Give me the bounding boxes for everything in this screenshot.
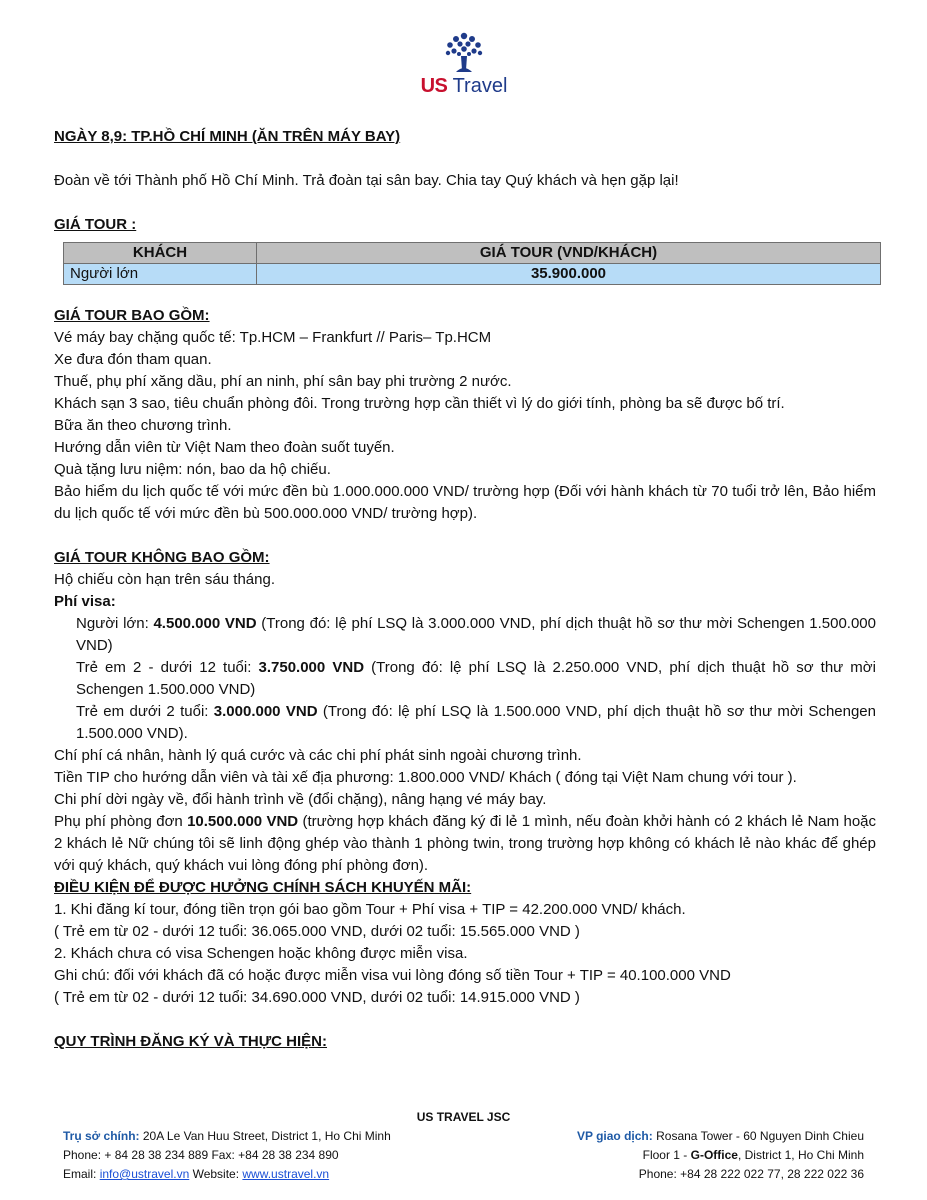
visa-amount: 4.500.000 VND [153, 615, 257, 632]
list-item: Tiền TIP cho hướng dẫn viên và tài xế địa phương: 1.800.000 VND/ Khách ( đóng tại Việt Nam chung với tour ). [54, 769, 797, 786]
website-link[interactable]: www.ustravel.vn [242, 1167, 330, 1181]
promo-line: ( Trẻ em từ 02 - dưới 12 tuổi: 34.690.000 VND, dưới 02 tuổi: 14.915.000 VND ) [54, 989, 580, 1006]
hq-phone-fax: Phone: + 84 28 38 234 889 Fax: +84 28 38 234 890 [63, 1148, 339, 1162]
promo-line: ( Trẻ em từ 02 - dưới 12 tuổi: 36.065.000 VND, dưới 02 tuổi: 15.565.000 VND ) [54, 923, 580, 940]
promo-line: 1. Khi đăng kí tour, đóng tiền trọn gói bao gồm Tour + Phí visa + TIP = 42.200.000 VND/ khách. [54, 901, 686, 918]
price-heading: GIÁ TOUR : [54, 216, 137, 233]
list-item: Quà tặng lưu niệm: nón, bao da hộ chiếu. [54, 461, 331, 478]
price-table [63, 242, 881, 285]
footer-headquarters: Trụ sở chính: 20A Le Van Huu Street, District 1, Ho Chi Minh Phone: + 84 28 38 234 889 Fax: +84 28 38 234 890 Email: info@ustravel.vn Website: www.ustravel.vn [63, 1129, 391, 1181]
us-travel-logo [412, 30, 516, 102]
price-cell: 35.900.000 [257, 264, 881, 285]
list-item: Xe đưa đón tham quan. [54, 351, 212, 368]
hq-address: 20A Le Van Huu Street, District 1, Ho Chi Minh [139, 1129, 391, 1143]
office-label: VP giao dịch: [576, 1129, 653, 1143]
list-item: Chi phí dời ngày về, đổi hành trình về (đổi chặng), nâng hạng vé máy bay. [54, 791, 547, 808]
visa-item-infant [54, 701, 876, 745]
list-item: Thuế, phụ phí xăng dầu, phí an ninh, phí sân bay phi trường 2 nước. [54, 373, 512, 390]
promo-line: 2. Khách chưa có visa Schengen hoặc không được miễn visa. [54, 945, 468, 962]
list-item: Vé máy bay chặng quốc tế: Tp.HCM – Frankfurt // Paris– Tp.HCM [54, 329, 492, 346]
visa-item-adult [54, 613, 876, 657]
visa-amount: 3.750.000 VND [258, 659, 365, 676]
office-address: Rosana Tower - 60 Nguyen Dinh Chieu [652, 1129, 864, 1143]
visa-detail: (Trong đó: lệ phí LSQ là 3.000.000 VND, phí dịch thuật hồ sơ thư mời Schengen 1.500.000 VND) [76, 615, 876, 654]
col-guest-header: KHÁCH [64, 243, 257, 264]
visa-item-child [54, 657, 876, 701]
promo-heading: ĐIỀU KIỆN ĐỂ ĐƯỢC HƯỞNG CHÍNH SÁCH KHUYẾN MÃI: [54, 879, 472, 896]
visa-amount: 3.000.000 VND [213, 703, 318, 720]
list-item: Hướng dẫn viên từ Việt Nam theo đoàn suốt tuyến. [54, 439, 395, 456]
process-heading: QUY TRÌNH ĐĂNG KÝ VÀ THỰC HIỆN: [54, 1033, 328, 1050]
visa-who: Trẻ em 2 - dưới 12 tuổi: [76, 659, 259, 676]
office-phone: Phone: +84 28 222 022 77, 28 222 022 36 [638, 1167, 864, 1181]
promo-line: Ghi chú: đối với khách đã có hoặc được miễn visa vui lòng đóng số tiền Tour + TIP = 40.100.000 VND [54, 967, 731, 984]
single-room-item: Phụ phí phòng đơn 10.500.000 VND (trường hợp khách đăng ký đi lẻ 1 mình, nếu đoàn khởi hành có 2 khách lẻ Nam hoặc 2 khách lẻ Nữ chúng tôi sẽ linh động ghép vào thành 1 phòng twin, trong trường hợp không có khách lẻ nào khác để ghép với quý khách, quý khách vui lòng đóng phí phòng đơn). [54, 813, 876, 874]
list-item: Bảo hiểm du lịch quốc tế với mức đền bù 1.000.000.000 VND/ trường hợp (Đối với hành khách từ 70 tuổi trở lên, Bảo hiểm du lịch quốc tế với mức đền bù 500.000.000 VND/ trường hợp). [54, 483, 876, 522]
logo-us-text: US [420, 75, 448, 97]
excludes-heading: GIÁ TOUR KHÔNG BAO GỒM: [54, 549, 270, 566]
single-room-amount: 10.500.000 VND [187, 813, 299, 830]
visa-label: Phí visa: [54, 593, 116, 610]
day-heading: NGÀY 8,9: TP.HỒ CHÍ MINH (ĂN TRÊN MÁY BAY) [54, 128, 401, 145]
email-link[interactable]: info@ustravel.vn [99, 1167, 190, 1181]
visa-detail: (Trong đó: lệ phí LSQ là 1.500.000 VND, phí dịch thuật hồ sơ thư mời Schengen 1.500.000 VND). [76, 703, 876, 742]
visa-who: Người lớn: [76, 615, 154, 632]
day-text: Đoàn về tới Thành phố Hồ Chí Minh. Trả đoàn tại sân bay. Chia tay Quý khách và hẹn gặp lại! [54, 172, 679, 189]
company-name: US TRAVEL JSC [416, 1110, 511, 1124]
price-table-header [64, 243, 881, 264]
visa-who: Trẻ em dưới 2 tuổi: [76, 703, 214, 720]
list-item: Chí phí cá nhân, hành lý quá cước và các chi phí phát sinh ngoài chương trình. [54, 747, 582, 764]
list-item: Khách sạn 3 sao, tiêu chuẩn phòng đôi. Trong trường hợp cần thiết vì lý do giới tính, phòng ba sẽ được bố trí. [54, 395, 785, 412]
footer-office: VP giao dịch: Rosana Tower - 60 Nguyen Dinh Chieu Floor 1 - G-Office, District 1, Ho Chi Minh Phone: +84 28 222 022 77, 28 222 022 36 [577, 1127, 864, 1184]
table-row [64, 264, 881, 285]
visa-detail: (Trong đó: lệ phí LSQ là 2.250.000 VND, phí dịch thuật hồ sơ thư mời Schengen 1.500.000 VND) [76, 659, 876, 698]
page-footer [0, 1108, 927, 1181]
logo-travel-text: Travel [452, 75, 508, 97]
document-body [54, 126, 876, 1053]
includes-heading: GIÁ TOUR BAO GỒM: [54, 307, 210, 324]
logo-wordmark [412, 75, 516, 97]
hq-label: Trụ sở chính: [63, 1129, 140, 1143]
guest-cell: Người lớn [64, 264, 257, 285]
passport-item: Hộ chiếu còn hạn trên sáu tháng. [54, 571, 275, 588]
col-price-header: GIÁ TOUR (VND/KHÁCH) [257, 243, 881, 264]
tree-of-people-icon [442, 30, 486, 74]
list-item: Bữa ăn theo chương trình. [54, 417, 232, 434]
